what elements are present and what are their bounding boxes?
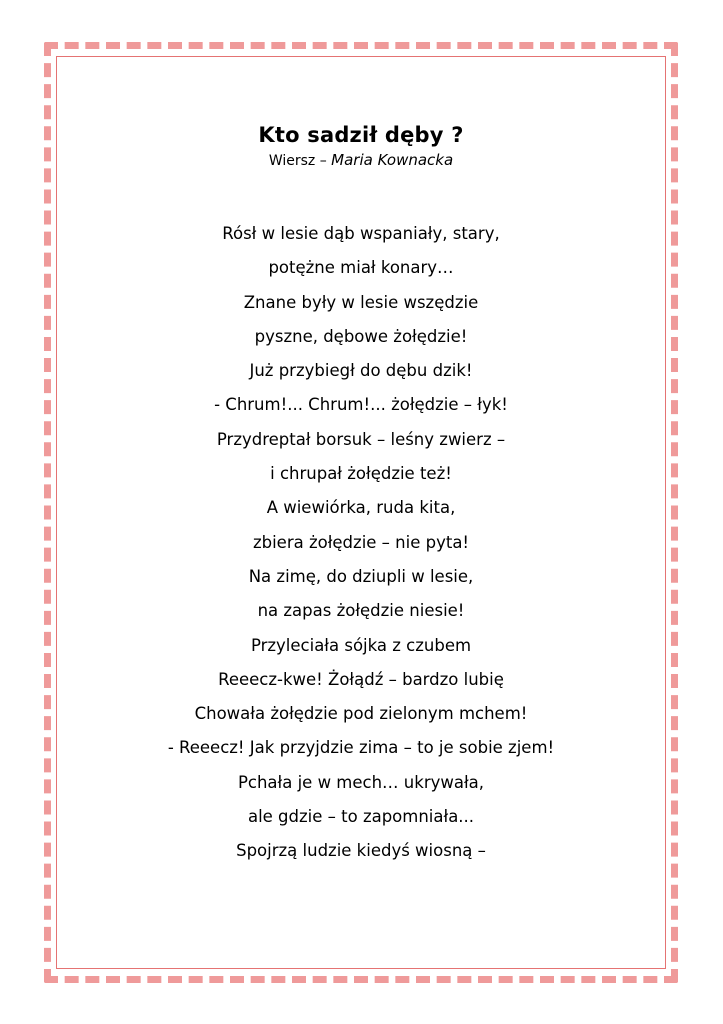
poem-body xyxy=(56,217,666,869)
poem-line: Znane były w lesie wszędzie xyxy=(243,292,479,312)
poem-line: Chowała żołędzie pod zielonym mchem! xyxy=(194,704,528,724)
poem-line: pyszne, dębowe żołędzie! xyxy=(254,326,468,346)
poem-line: ale gdzie – to zapomniała... xyxy=(247,807,475,827)
poem-line: na zapas żołędzie niesie! xyxy=(257,601,465,621)
poem-line: A wiewiórka, ruda kita, xyxy=(266,498,456,518)
poem-line: Przydreptał borsuk – leśny zwierz – xyxy=(216,429,506,449)
poem-subtitle xyxy=(56,150,666,171)
subtitle-prefix: Wiersz – xyxy=(268,153,332,169)
poem-line: Reeecz-kwe! Żołądź – bardzo lubię xyxy=(218,669,504,689)
poem-line: - Reeecz! Jak przyjdzie zima – to je sobie zjem! xyxy=(167,738,555,758)
poem-line: potężne miał konary… xyxy=(268,258,454,278)
poem-line: Na zimę, do dziupli w lesie, xyxy=(248,566,474,586)
poem-line: Rósł w lesie dąb wspaniały, stary, xyxy=(222,224,500,243)
poem-line: Pchała je w mech… ukrywała, xyxy=(237,772,485,792)
poem-line: i chrupał żołędzie też! xyxy=(270,464,452,484)
poem-line: Przyleciała sójka z czubem xyxy=(250,635,472,655)
poem-author: Maria Kownacka xyxy=(331,151,454,169)
poem-line: - Chrum!... Chrum!... żołędzie – łyk! xyxy=(214,395,508,415)
poem-line: Już przybiegł do dębu dzik! xyxy=(249,361,473,381)
poem-page xyxy=(56,56,666,869)
poem-line: zbiera żołędzie – nie pyta! xyxy=(252,532,470,552)
poem-title: Kto sadził dęby ? xyxy=(258,123,464,147)
poem-line: Spojrzą ludzie kiedyś wiosną – xyxy=(236,841,486,861)
